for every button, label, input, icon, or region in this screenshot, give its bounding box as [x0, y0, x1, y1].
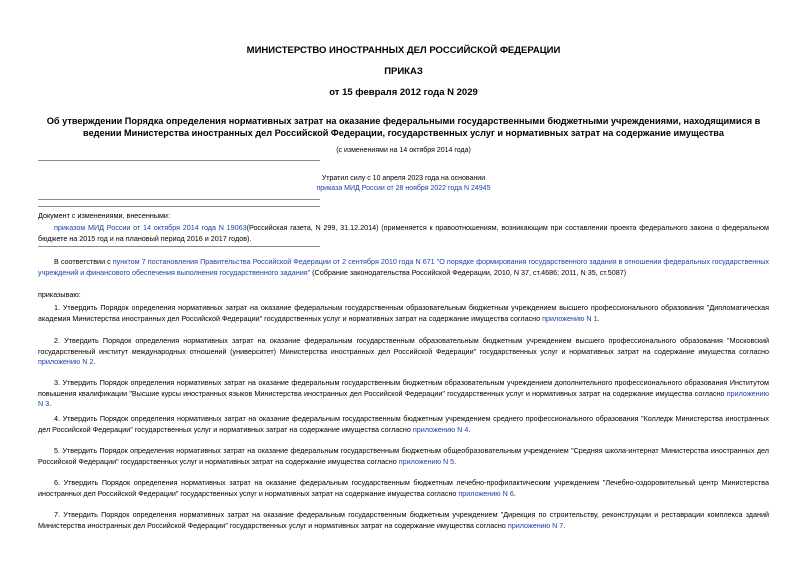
document-date-number: от 15 февраля 2012 года N 2029: [329, 87, 478, 98]
appendix-link[interactable]: приложению N 1: [542, 313, 598, 323]
order-item: 3. Утвердить Порядок определения нормативных затрат на оказание федеральным государственным бюджетным образовательным учреждением дополнительного профессионального образования Институтом повышения квалификации "Высшие курсы иностранных языков Министерства иностранных дел Российской Федерации" государственных услуг и нормативных затрат на содержание имущества согласно приложению N 3.: [38, 378, 769, 409]
separator-line: [38, 160, 320, 161]
revision-note: (с изменениями на 14 октября 2014 года): [336, 147, 471, 154]
order-item: 4. Утвердить Порядок определения нормативных затрат на оказание федеральным государственным бюджетным учреждением среднего профессионального образования "Колледж Министерства иностранных дел Российской Федерации" государственных услуг и нормативных затрат на содержание имущества согласно приложению N 4.: [38, 414, 769, 434]
appendix-link[interactable]: приложению N 6: [458, 488, 514, 498]
document-title: Об утверждении Порядка определения нормативных затрат на оказание федеральными государственными бюджетными учреждениями, находящимися в ведении Министерства иностранных дел Российской Федерации, государственных услуг и нормативных затрат на содержание имущества: [46, 116, 761, 138]
ministry-heading: МИНИСТЕРСТВО ИНОСТРАННЫХ ДЕЛ РОССИЙСКОЙ ФЕДЕРАЦИИ: [246, 45, 561, 56]
appendix-link[interactable]: приложению N 7: [507, 520, 564, 530]
order-item: 5. Утвердить Порядок определения нормативных затрат на оказание федеральным государственным бюджетным общеобразовательным учреждением "Средняя школа-интернат Министерства иностранных дел Российской Федерации" государственных услуг и нормативных затрат на содержание имущества согласно приложению N 5.: [38, 446, 769, 466]
order-item: 6. Утвердить Порядок определения нормативных затрат на оказание федеральным государственным бюджетным лечебно-профилактическим учреждением "Лечебно-оздоровительный центр Министерства иностранных дел Российской Федерации" государственных услуг и нормативных затрат на содержание имущества согласно приложению N 6.: [38, 478, 769, 498]
changes-note: [38, 223, 769, 244]
appendix-link[interactable]: приложению N 4: [412, 424, 469, 434]
changes-order-link[interactable]: приказом МИД России от 14 октября 2014 года N 19063: [54, 223, 247, 232]
expired-order-link[interactable]: приказа МИД России от 28 ноября 2022 года N 24945: [316, 185, 491, 192]
order-item: 7. Утвердить Порядок определения нормативных затрат на оказание федеральным государственным бюджетным учреждением "Дирекция по строительству, реконструкции и реставрации комплекса зданий Министерства иностранных дел Российской Федерации" государственных услуг и нормативных затрат на содержание имущества согласно приложению N 7.: [38, 510, 769, 530]
order-item: 1. Утвердить Порядок определения нормативных затрат на оказание федеральным государственным образовательным бюджетным учреждением высшего профессионального образования "Дипломатическая академия Министерства иностранных дел Российской Федерации" государственных услуг и нормативных затрат на содержание имущества согласно приложению N 1.: [38, 303, 769, 323]
separator-line: [38, 199, 320, 200]
expired-note: Утратил силу с 10 апреля 2023 года на основании: [321, 175, 486, 182]
appendix-link[interactable]: приложению N 5: [398, 456, 455, 466]
separator-line: [38, 206, 320, 207]
government-decree-link[interactable]: пунктом 7 постановления Правительства Российской Федерации от 2 сентября 2010 года N 671 "О порядке формирования государственного задания в отношении федеральных государственных учреждений и финансового обеспечения выполнения государственного задания": [38, 257, 769, 277]
appendix-link[interactable]: приложению N 2: [38, 357, 94, 367]
changes-details: (Российская газета, N 299, 31.12.2014) (применяется к правоотношениям, возникающим при составлении проекта федерального закона о федеральном бюджете на 2015 год и на плановый период 2016 и 2017 годов).: [38, 223, 769, 243]
order-word: приказываю:: [38, 290, 81, 299]
separator-line: [38, 246, 320, 247]
document-type: ПРИКАЗ: [384, 66, 423, 77]
order-item: 2. Утвердить Порядок определения нормативных затрат на оказание федеральным государственным образовательным бюджетным учреждением высшего профессионального образования "Московский государственный институт международных отношений (университет) Министерства иностранных дел Российской Федерации" государственных услуг и нормативных затрат на содержание имущества согласно приложению N 2.: [38, 336, 769, 367]
preamble: В соответствии с пунктом 7 постановления Правительства Российской Федерации от 2 сентября 2010 года N 671 "О порядке формирования государственного задания в отношении федеральных государственных учреждений и финансового обеспечения выполнения государственного задания" (Собрание законодательства Российской Федерации, 2010, N 37, ст.4686; 2011, N 35, ст.5087): [38, 257, 769, 277]
appendix-link[interactable]: приложению N 3: [38, 388, 769, 409]
changes-intro: Документ с изменениями, внесенными:: [38, 211, 170, 220]
